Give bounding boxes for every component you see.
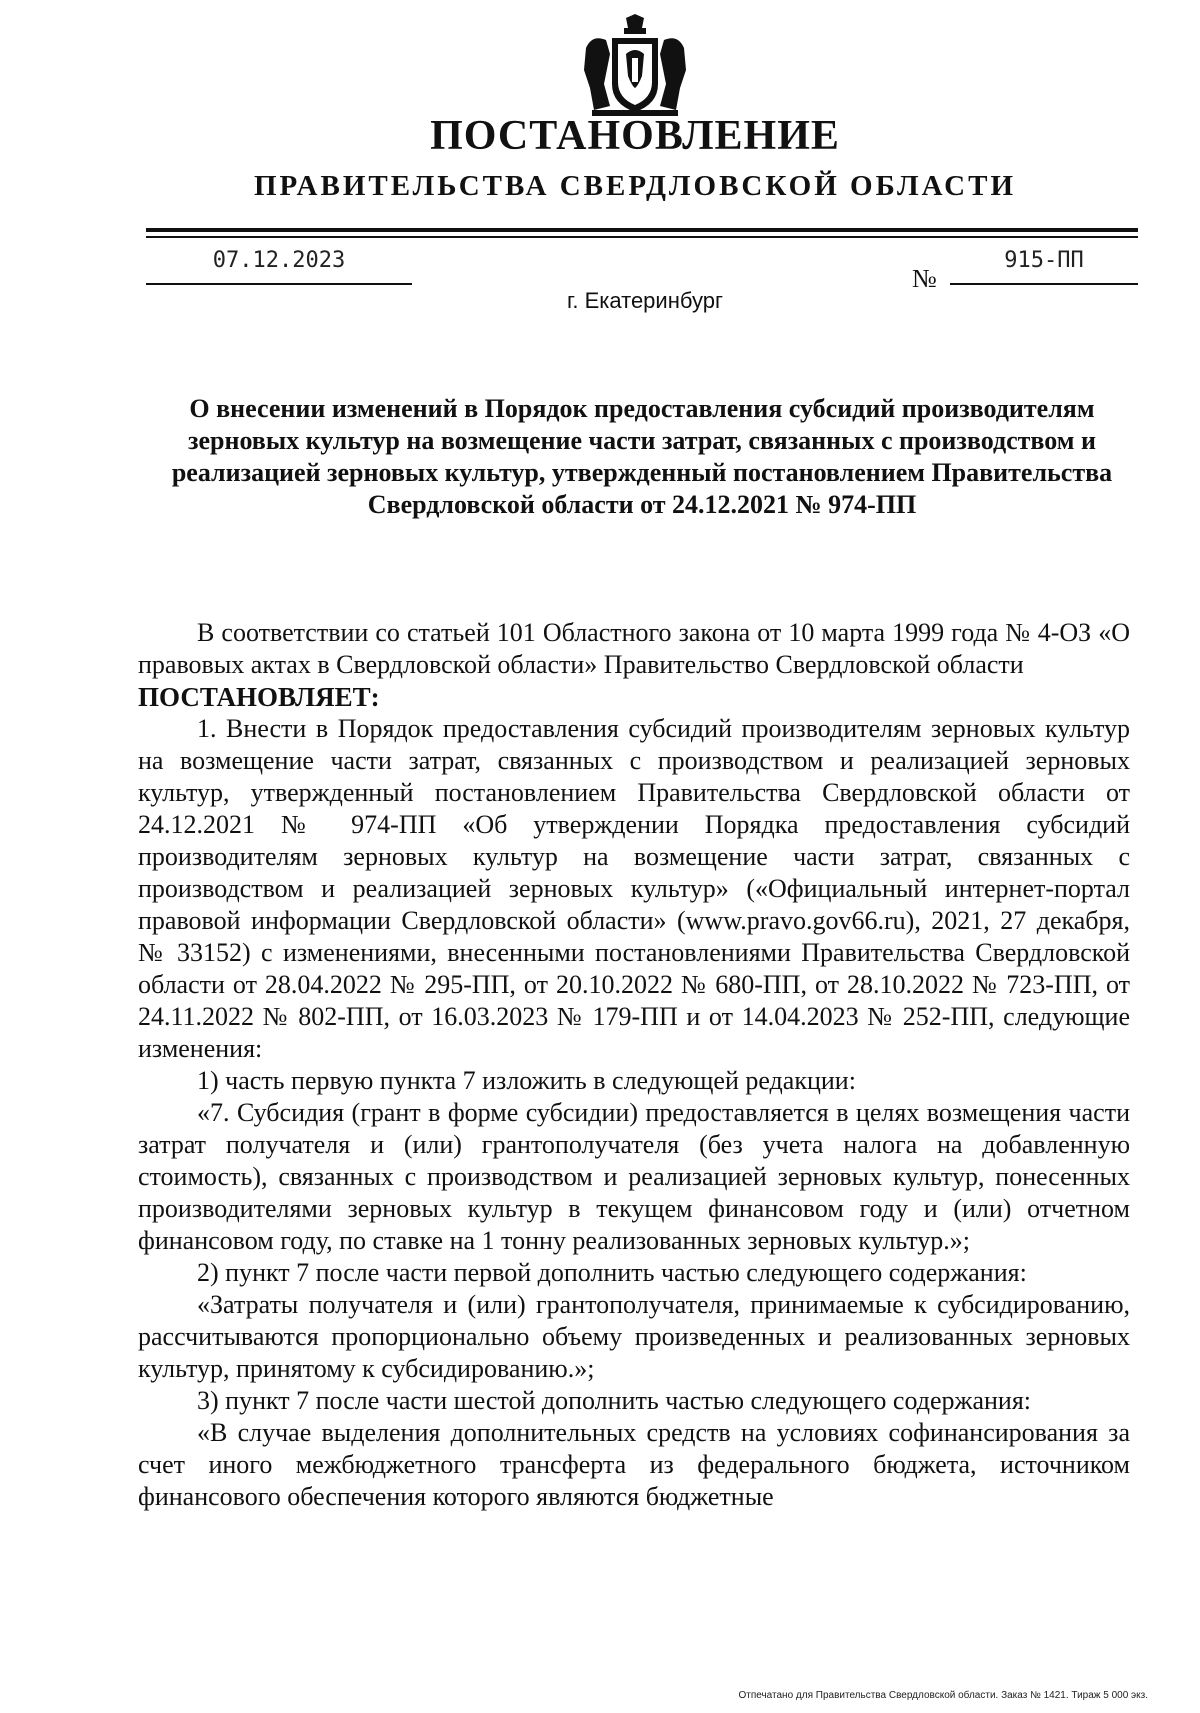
document-date: 07.12.2023 [212, 248, 346, 273]
body-paragraph: 1) часть первую пункта 7 изложить в следующей редакции: [197, 1066, 856, 1095]
issue-city: г. Екатеринбург [567, 288, 723, 313]
issuer-subtitle: ПРАВИТЕЛЬСТВА СВЕРДЛОВСКОЙ ОБЛАСТИ [253, 170, 1017, 202]
document-number: 915-ПП [1004, 248, 1084, 273]
body-paragraph: 1. Внести в Порядок предоставления субсидий производителям зерновых культур на возмещение части затрат, связанных с производством и реализацией зерновых культур, утвержденный постановлением Правительства Свердловской области от 24.12.2021 № 974-ПП «Об утверждении Порядка предоставления субсидий производителям зерновых культур на возмещение части затрат, связанных с производством и реализацией зерновых культур» («Официальный интернет-портал правовой информации Свердловской области» (www.pravo.gov66.ru), 2021, 27 декабря, № 33152) с изменениями, внесенными постановлениями Правительства Свердловской области от 28.04.2022 № 295-ПП, от 20.10.2022 № 680-ПП, от 28.10.2022 № 723-ПП, от 24.11.2022 № 802-ПП, от 16.03.2023 № 179-ПП и от 14.04.2023 № 252-ПП, следующие изменения: [138, 714, 1130, 1063]
body-paragraph: «7. Субсидия (грант в форме субсидии) предоставляется в целях возмещения части затрат получателя и (или) грантополучателя (без учета налога на добавленную стоимость), связанных с производством и реализацией зерновых культур, понесенных производителями зерновых культур в текущем финансовом году и (или) отчетном финансовом году, по ставке на 1 тонну реализованных зерновых культур.»; [138, 1098, 1130, 1255]
header-divider-thick [146, 228, 1138, 232]
body-paragraph: «В случае выделения дополнительных средств на условиях софинансирования за счет иного межбюджетного трансферта из федерального бюджета, источником финансового обеспечения которого являются бюджетные [138, 1418, 1130, 1511]
number-sign: № [912, 264, 937, 293]
decree-word: ПОСТАНОВЛЯЕТ: [138, 682, 380, 712]
print-imprint: Отпечатано для Правительства Свердловской области. Заказ № 1421. Тираж 5 000 экз. [738, 1690, 1148, 1701]
header-divider-thin [146, 236, 1138, 238]
document-type-title: ПОСТАНОВЛЕНИЕ [430, 113, 840, 159]
number-underline [950, 283, 1138, 285]
body-paragraph: 3) пункт 7 после части шестой дополнить частью следующего содержания: [197, 1386, 1032, 1415]
document-heading: О внесении изменений в Порядок предоставления субсидий производителям зерновых культур на возмещение части затрат, связанных с производством и реализацией зерновых культур, утвержденный постановлением Правительства Свердловской области от 24.12.2021 № 974-ПП [171, 394, 1113, 519]
document-body [138, 617, 1130, 1513]
preamble-paragraph: В соответствии со статьей 101 Областного закона от 10 марта 1999 года № 4-ОЗ «О правовых актах в Свердловской области» Правительство Свердловской области [138, 618, 1130, 679]
date-underline [146, 283, 412, 285]
coat-of-arms-icon [580, 14, 690, 118]
body-paragraph: «Затраты получателя и (или) грантополучателя, принимаемые к субсидированию, рассчитываются пропорционально объему произведенных и реализованных зерновых культур, принятому к субсидированию.»; [138, 1290, 1130, 1383]
body-paragraph: 2) пункт 7 после части первой дополнить частью следующего содержания: [197, 1258, 1027, 1287]
